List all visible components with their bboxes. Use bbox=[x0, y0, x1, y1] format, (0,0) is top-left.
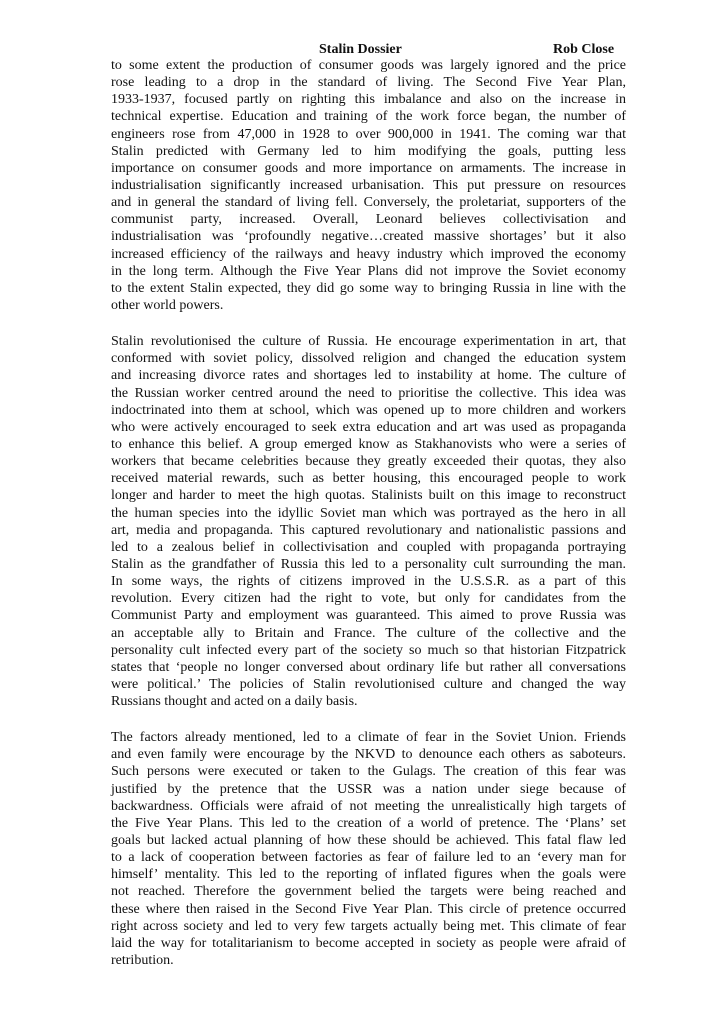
text-line: these where then raised in the Second Five Year Plan. This circle of pretence occurred bbox=[111, 901, 626, 917]
text-line: to a lack of cooperation between factories as fear of failure led to an ‘every man for bbox=[111, 850, 626, 866]
text-line: right across society and led to very few targets actually being met. This climate of fear bbox=[111, 918, 626, 934]
text-line: revolution. Every citizen had the right to vote, but only for candidates from the bbox=[111, 591, 626, 607]
text-line: Such persons were executed or taken to the Gulags. The creation of this fear was bbox=[111, 764, 626, 780]
text-line: and increasing divorce rates and shortages led to instability at home. The culture of bbox=[111, 368, 626, 384]
text-line: longer and harder to meet the high quotas. Stalinists built on this image to reconstruct bbox=[111, 488, 626, 504]
text-line: laid the way for totalitarianism to become accepted in society as people were afraid of bbox=[111, 935, 626, 951]
text-line: Stalin revolutionised the culture of Russia. He encourage experimentation in art, that bbox=[111, 334, 626, 350]
text-line: industrialisation significantly increased urbanisation. This put pressure on resources bbox=[111, 177, 626, 193]
text-line: workers that became celebrities because they greatly exceeded their quotas, they also bbox=[111, 454, 626, 470]
text-line: rose leading to a drop in the standard of living. The Second Five Year Plan, bbox=[111, 75, 626, 91]
text-line: to some extent the production of consumer goods was largely ignored and the price bbox=[111, 58, 626, 73]
document-title: Stalin Dossier bbox=[319, 42, 402, 57]
text-line: and in general the standard of living fell. Conversely, the proletariat, supporters of the bbox=[111, 195, 626, 211]
text-line: an acceptable ally to Britain and France. The culture of the collective and the bbox=[111, 625, 626, 641]
text-line: to enhance this belief. A group emerged know as Stakhanovists who were a series of bbox=[111, 436, 626, 452]
text-line: art, media and propaganda. This captured revolutionary and nationalistic passions and bbox=[111, 522, 626, 538]
text-line: and even family were encourage by the NKVD to denounce each others as saboteurs. bbox=[111, 747, 626, 763]
text-line: led to a zealous belief in collectivisation and coupled with propaganda portraying bbox=[111, 539, 626, 555]
author-name: Rob Close bbox=[553, 42, 615, 57]
text-line: communist party, increased. Overall, Leonard believes collectivisation and bbox=[111, 212, 626, 228]
text-line: were political.’ The policies of Stalin revolutionised culture and changed the way bbox=[111, 676, 626, 692]
text-line: received material rewards, such as better housing, this encouraged people to work bbox=[111, 471, 626, 487]
text-line: backwardness. Officials were afraid of not meeting the unrealistically high targets of bbox=[111, 798, 626, 814]
text-line: retribution. bbox=[111, 953, 174, 969]
text-line: not reached. Therefore the government belied the targets were being reached and bbox=[111, 884, 626, 900]
text-line: in the long term. Although the Five Year Plans did not improve the Soviet economy bbox=[111, 263, 626, 279]
paragraph-1 bbox=[111, 57, 626, 314]
text-line: the Five Year Plans. This led to the creation of a world of pretence. The ‘Plans’ set bbox=[111, 815, 626, 831]
text-line: the human species into the idyllic Soviet man which was portrayed as the hero in all bbox=[111, 505, 626, 521]
text-line: The factors already mentioned, led to a climate of fear in the Soviet Union. Friends bbox=[111, 730, 626, 746]
text-line: technical expertise. Education and training of the work force began, the number of bbox=[111, 109, 626, 125]
text-line: importance on consumer goods and more importance on armaments. The increase in bbox=[111, 160, 626, 176]
text-line: Russians thought and acted on a daily basis. bbox=[111, 694, 358, 710]
text-line: indoctrinated into them at school, which was opened up to more children and workers bbox=[111, 402, 626, 418]
text-line: In some ways, the rights of citizens improved in the U.S.S.R. as a part of this bbox=[111, 574, 626, 590]
text-line: justified by the pretence that the USSR was a nation under siege because of bbox=[111, 781, 626, 797]
text-line: himself’ mentality. This led to the reporting of inflated figures when the goals were bbox=[111, 867, 626, 883]
document-body bbox=[111, 57, 626, 988]
text-line: conformed with soviet policy, dissolved religion and changed the education system bbox=[111, 351, 626, 367]
text-line: states that ‘people no longer conversed about ordinary life but rather all conversations bbox=[111, 659, 626, 675]
text-line: to the extent Stalin expected, they did go some way to bringing Russia in line with the bbox=[111, 280, 626, 296]
text-line: the Russian worker centred around the need to prioritise the collective. This idea was bbox=[111, 385, 626, 401]
text-line: industrialisation was ‘profoundly negative…created massive shortages’ but it also bbox=[111, 229, 626, 245]
text-line: Stalin as the grandfather of Russia this led to a personality cult surrounding the man. bbox=[111, 556, 626, 572]
paragraph-2 bbox=[111, 333, 626, 710]
text-line: goals but lacked actual planning of how these should be achieved. This fatal flaw led bbox=[111, 833, 626, 849]
text-line: engineers rose from 47,000 in 1928 to over 900,000 in 1941. The coming war that bbox=[111, 126, 626, 142]
text-line: increased efficiency of the railways and heavy industry which improved the economy bbox=[111, 246, 626, 262]
text-line: Communist Party and employment was guaranteed. This aimed to prove Russia was bbox=[111, 608, 626, 624]
text-line: Stalin predicted with Germany led to him modifying the goals, putting less bbox=[111, 143, 626, 159]
text-line: who were actively encouraged to seek extra education and art was used as propaganda bbox=[111, 419, 626, 435]
paragraph-3 bbox=[111, 729, 626, 969]
text-line: other world powers. bbox=[111, 297, 224, 313]
text-line: personality cult infected every part of the society so much so that historian Fitzpatrick bbox=[111, 642, 626, 658]
text-line: 1933-1937, focused partly on righting this imbalance and also on the increase in bbox=[111, 92, 626, 108]
